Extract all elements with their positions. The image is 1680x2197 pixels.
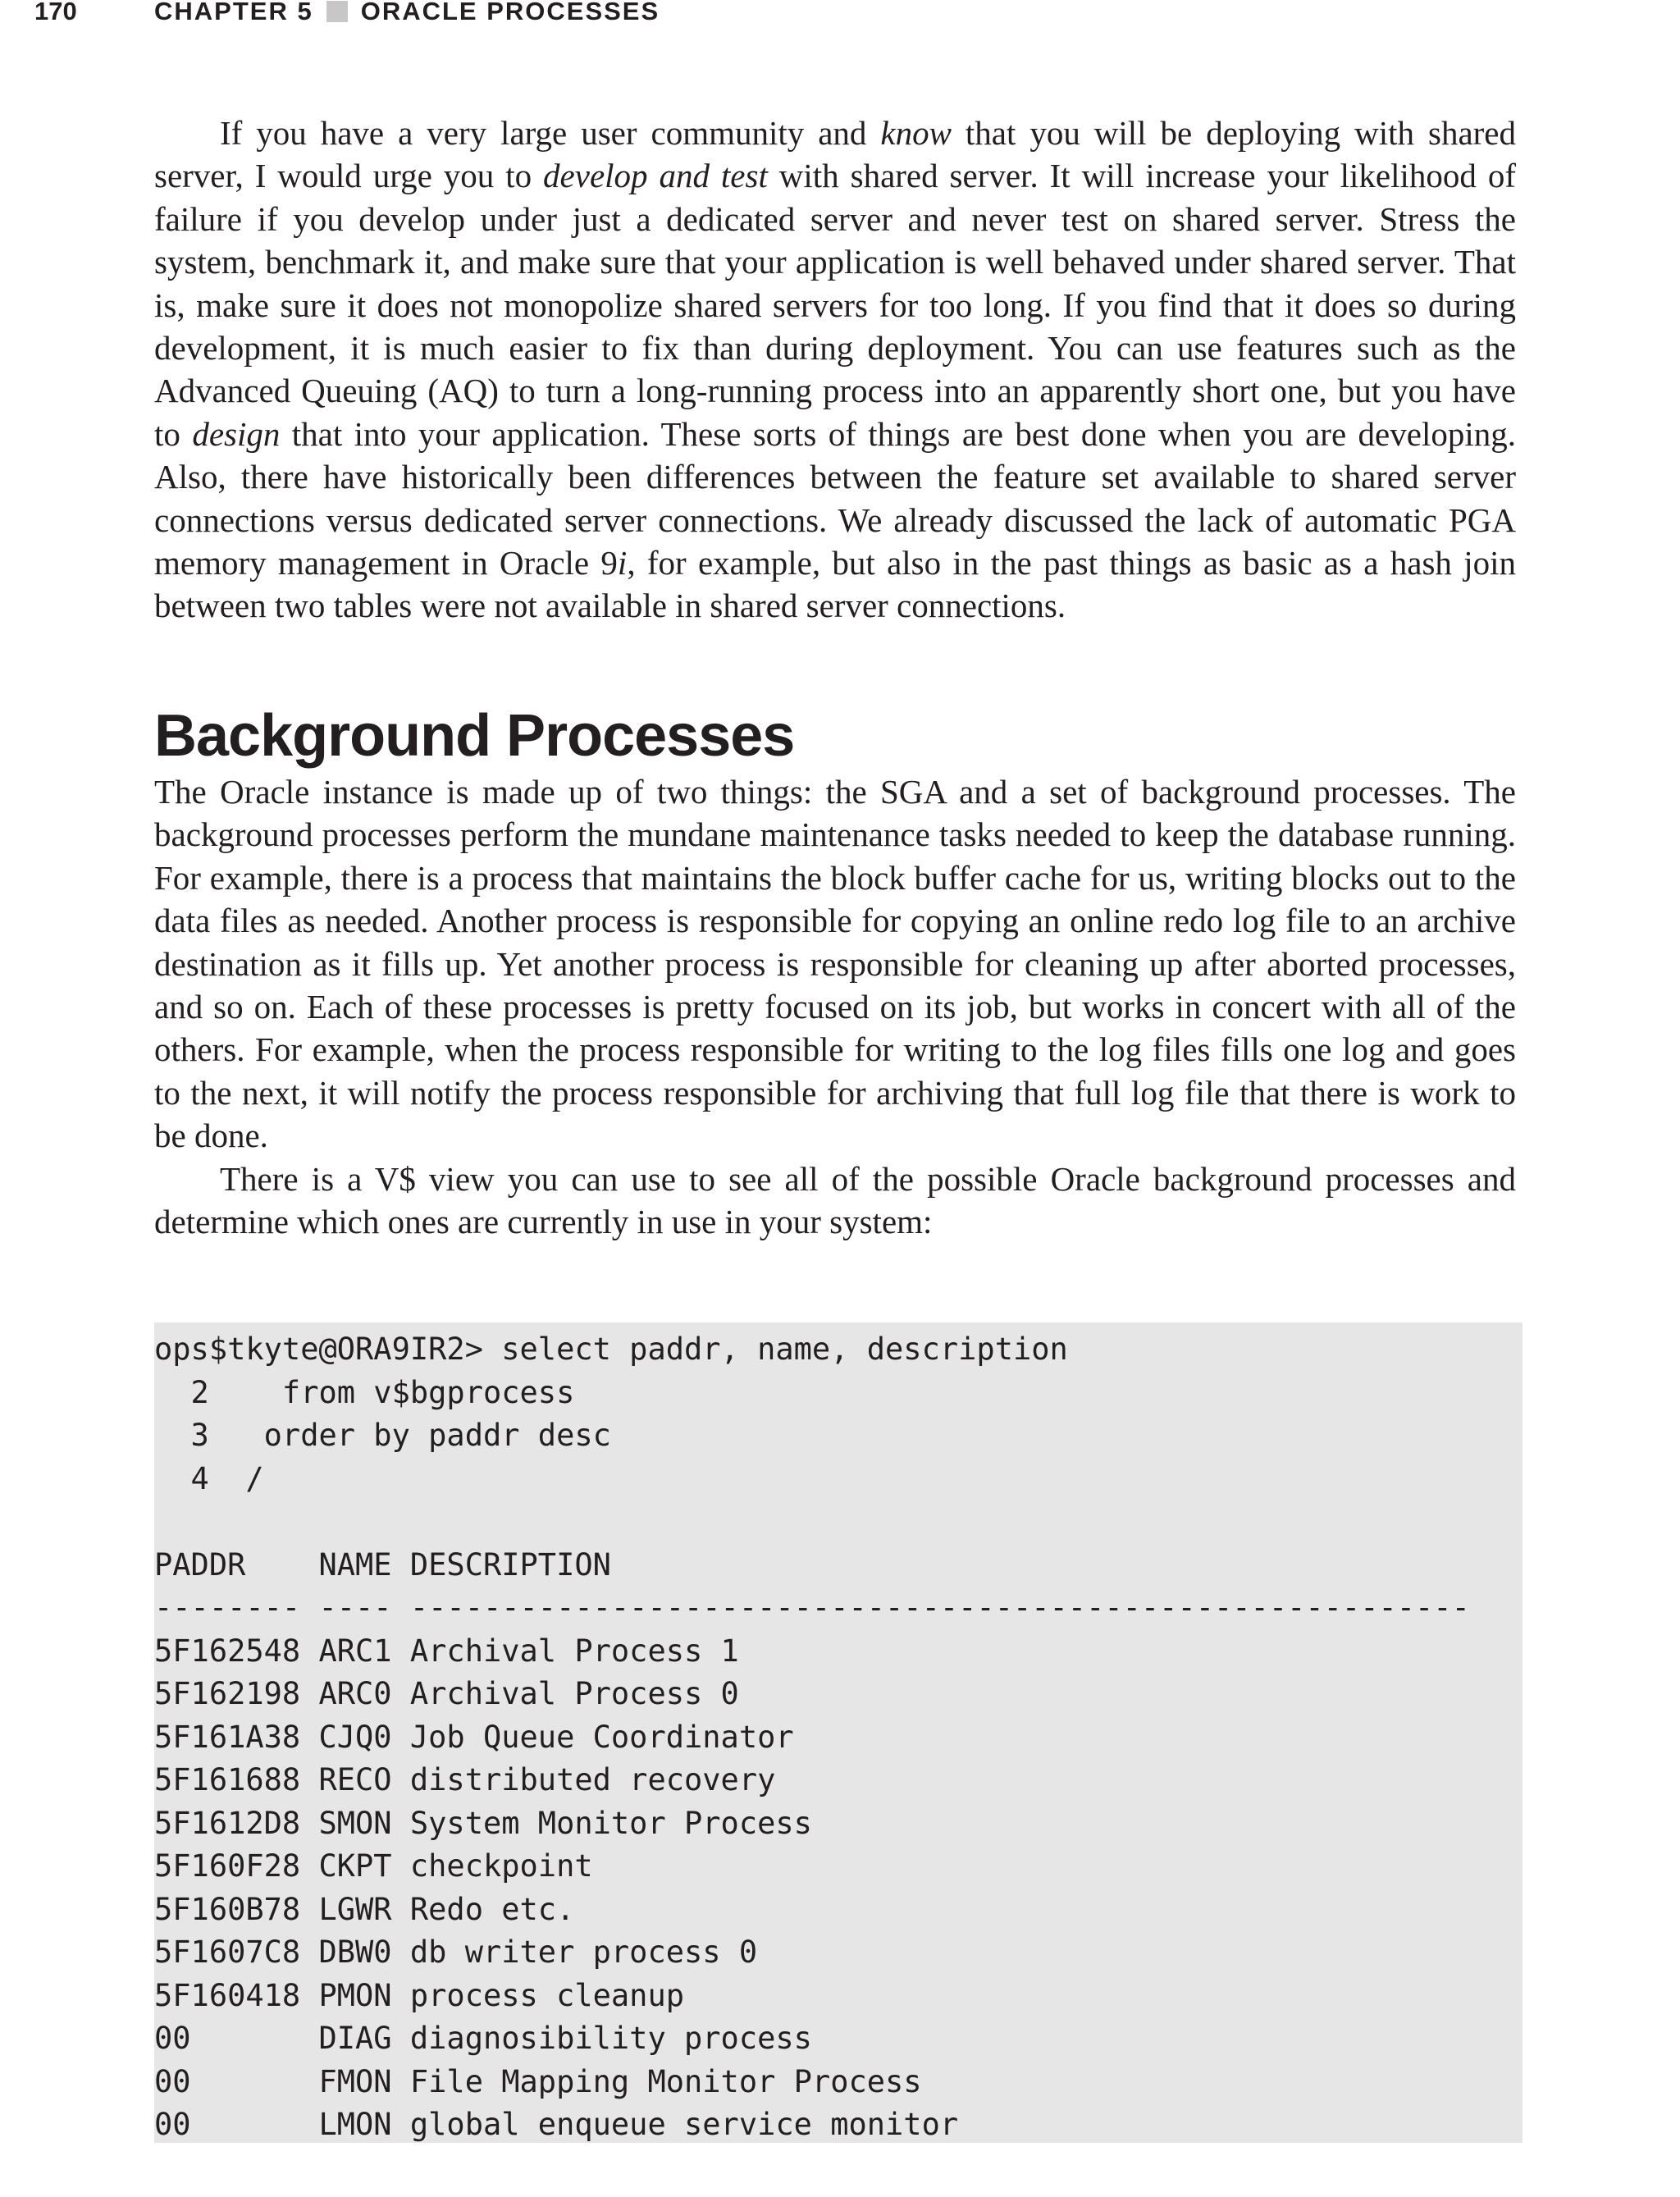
page-number: 170 xyxy=(34,0,77,25)
chapter-label: CHAPTER 5 xyxy=(154,0,313,25)
query-line: 2 from v$bgprocess xyxy=(154,1374,575,1410)
section-paragraph-1: The Oracle instance is made up of two things: the SGA and a set of background processes. The background processes perform the mundane maintenance tasks needed to keep the database running. For example, there is a process that maintains the block buffer cache for us, writing blocks out to the data files as needed. Another process is responsible for copying an online redo log file to an archive destination as it fills up. Yet another process is responsible for cleaning up after aborted processes, and so on. Each of these processes is pretty focused on its job, but works in concert with all of the others. For example, when the process responsible for writing to the log files fills one log and goes to the next, it will notify the process responsible for archiving that full log file that there is work to be done. xyxy=(154,772,1516,1155)
result-row: 00 LMON global enqueue service monitor xyxy=(154,2107,959,2142)
result-row: 5F160418 PMON process cleanup xyxy=(154,1977,685,2013)
intro-emphasis-develop-and-test: develop and test xyxy=(543,157,768,195)
intro-text-3: with shared server. It will increase your likelihood of failure if you develop under just a dedicated server and never test on shared server. Stress the system, benchmark it, and make sure that your application is well behaved under shared server. That is, make sure it does not monopolize shared servers for too long. If you find that it does so during development, it is much easier to fix than during deployment. You can use features such as the Advanced Queuing (AQ) to turn a long-running process into an apparently short one, but you have to xyxy=(154,157,1517,453)
query-line: 3 order by paddr desc xyxy=(154,1418,611,1453)
query-line: 4 / xyxy=(154,1460,264,1496)
chapter-heading xyxy=(154,0,660,25)
result-row: 5F160F28 CKPT checkpoint xyxy=(154,1848,593,1884)
result-row: 5F161A38 CJQ0 Job Queue Coordinator xyxy=(154,1719,794,1755)
intro-emphasis-i: i xyxy=(617,544,628,582)
section-heading: Background Processes xyxy=(154,702,795,769)
separator-square-icon xyxy=(326,1,348,22)
result-row: 5F162198 ARC0 Archival Process 0 xyxy=(154,1676,739,1711)
intro-emphasis-design: design xyxy=(192,414,281,453)
running-head xyxy=(0,0,1680,33)
result-header: PADDR NAME DESCRIPTION xyxy=(154,1546,611,1583)
result-row: 00 DIAG diagnosibility process xyxy=(154,2021,812,2056)
blank-line xyxy=(154,1500,1522,1544)
chapter-title: ORACLE PROCESSES xyxy=(360,0,660,25)
intro-text-4: that into your application. These sorts of things are best done when you are developing. Also, there have historically been differences between the feature set available to shared server connections versus dedicated server connections. We already discussed the lack of automatic PGA memory management in Oracle 9 xyxy=(154,414,1516,582)
result-row: 00 FMON File Mapping Monitor Process xyxy=(154,2063,922,2099)
page-body xyxy=(154,112,1516,1243)
result-row: 5F162548 ARC1 Archival Process 1 xyxy=(154,1633,739,1669)
section-paragraph-2: There is a V$ view you can use to see all of the possible Oracle background processes and determine which ones are currently in use in your system: xyxy=(154,1159,1516,1240)
result-row: 5F161688 RECO distributed recovery xyxy=(154,1762,776,1797)
intro-text-1: If you have a very large user community and xyxy=(220,114,881,152)
intro-text-2: that you will be deploying with shared server, I would urge you to xyxy=(154,114,1516,195)
result-row: 5F1612D8 SMON System Monitor Process xyxy=(154,1805,812,1841)
result-separator: -------- ---- ---------------------------------------------------------- xyxy=(154,1590,1470,1625)
intro-paragraph xyxy=(154,112,1516,628)
result-row: 5F1607C8 DBW0 db writer process 0 xyxy=(154,1934,758,1970)
intro-text-5: , for example, but also in the past things as basic as a hash join between two tables were not available in shared server connections. xyxy=(154,544,1516,625)
intro-emphasis-know: know xyxy=(880,114,952,152)
code-listing xyxy=(154,1322,1522,2143)
result-row: 5F160B78 LGWR Redo etc. xyxy=(154,1891,575,1927)
query-line: ops$tkyte@ORA9IR2> select paddr, name, description xyxy=(154,1331,1068,1367)
